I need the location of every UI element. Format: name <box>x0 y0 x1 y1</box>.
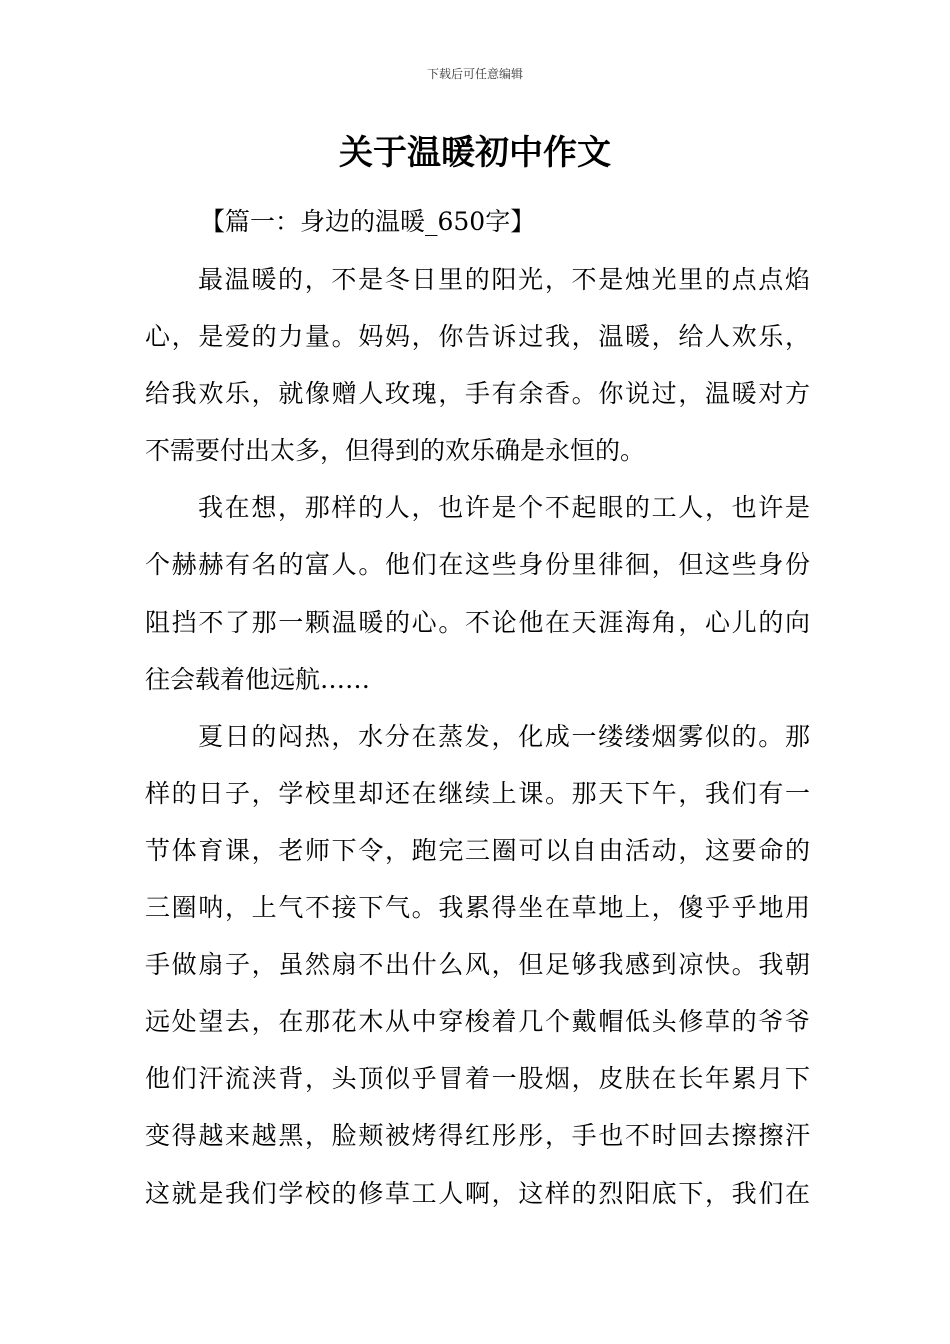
paragraph-1 <box>145 260 810 488</box>
article-body <box>145 260 810 1231</box>
text-line: 阻挡不了那一颗温暖的心。不论他在天涯海角，心儿的向 <box>145 607 810 637</box>
text-line: 三圈呐，上气不接下气。我累得坐在草地上，傻乎乎地用 <box>145 893 810 923</box>
section-heading: 【篇一：身边的温暖_650字】 <box>200 207 536 236</box>
text-line: 给我欢乐，就像赠人玫瑰，手有余香。你说过，温暖对方 <box>145 379 810 409</box>
text-line: 夏日的闷热，水分在蒸发，化成一缕缕烟雾似的。那 <box>198 721 810 751</box>
text-line: 这就是我们学校的修草工人啊，这样的烈阳底下，我们在 <box>145 1178 810 1208</box>
text-line: 节体育课，老师下令，跑完三圈可以自由活动，这要命的 <box>145 835 810 865</box>
text-line: 心，是爱的力量。妈妈，你告诉过我，温暖，给人欢乐， <box>145 322 810 352</box>
document-title: 关于温暖初中作文 <box>339 133 611 173</box>
text-line: 个赫赫有名的富人。他们在这些身份里徘徊，但这些身份 <box>145 550 810 580</box>
paragraph-2 <box>145 488 810 716</box>
text-line: 手做扇子，虽然扇不出什么风，但足够我感到凉快。我朝 <box>145 950 810 980</box>
text-line: 他们汗流浃背，头顶似乎冒着一股烟，皮肤在长年累月下 <box>145 1064 810 1094</box>
text-line: 最温暖的，不是冬日里的阳光，不是烛光里的点点焰 <box>198 265 810 294</box>
text-line: 不需要付出太多，但得到的欢乐确是永恒的。 <box>145 436 646 466</box>
text-line: 变得越来越黑，脸颊被烤得红彤彤，手也不时回去擦擦汗 <box>145 1121 810 1151</box>
header-note: 下载后可任意编辑 <box>426 67 523 81</box>
paragraph-3 <box>145 717 810 1231</box>
text-line: 远处望去，在那花木从中穿梭着几个戴帽低头修草的爷爷 <box>145 1007 810 1037</box>
text-line: 我在想，那样的人，也许是个不起眼的工人，也许是 <box>198 493 810 523</box>
text-line: 往会载着他远航…… <box>145 664 371 694</box>
text-line: 样的日子，学校里却还在继续上课。那天下午，我们有一 <box>145 778 810 808</box>
